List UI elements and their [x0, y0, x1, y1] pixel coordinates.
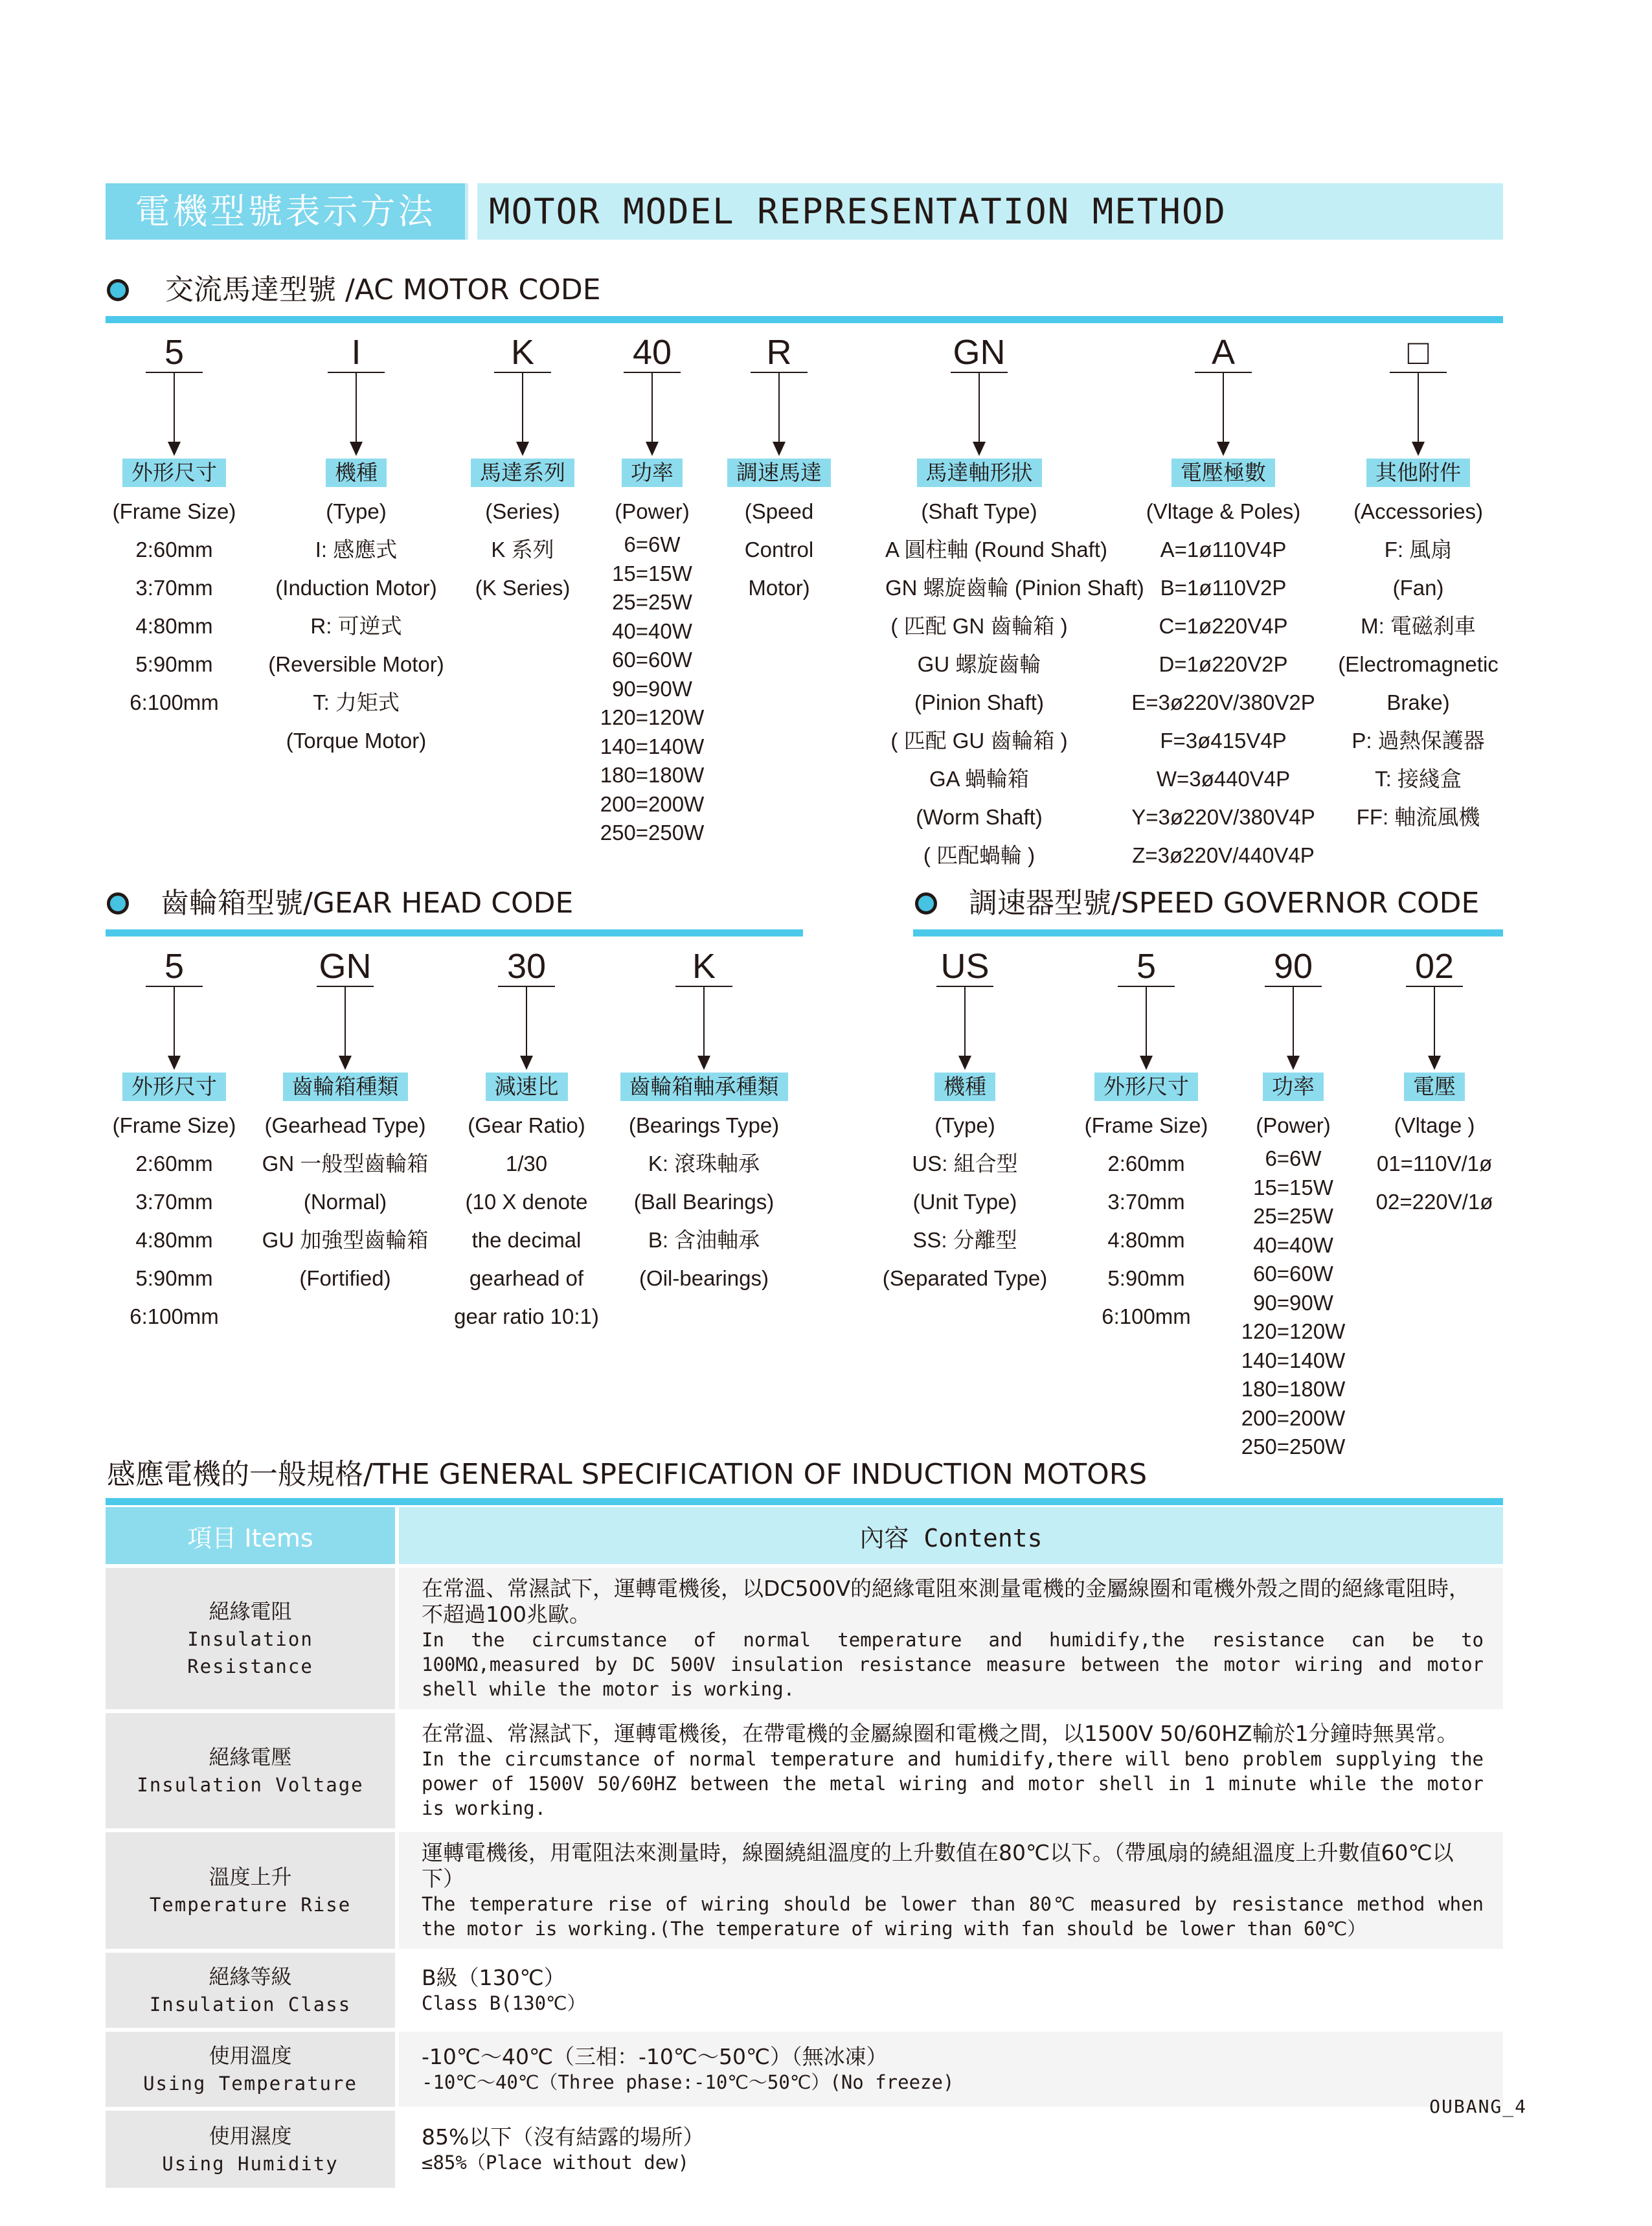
item-name-zh: 絕緣電壓 [209, 1745, 292, 1769]
pointer-arrow-icon [1341, 986, 1528, 1071]
spec-content [397, 1951, 1503, 2030]
code-label: 功率 [1263, 1073, 1324, 1101]
speed-governor-title: 調速器型號/SPEED GOVERNOR CODE [969, 887, 1480, 920]
spec-title: 感應電機的一般規格/THE GENERAL SPECIFICATION OF INDUCTION MOTORS [107, 1458, 1148, 1491]
description-line: 5:90mm [135, 1266, 213, 1290]
description-line: 90=90W [1253, 1290, 1333, 1315]
code-description [80, 1106, 268, 1335]
code-description [1341, 1106, 1528, 1221]
description-line: (Bearings Type) [628, 1113, 780, 1137]
description-line: (Shaft Type) [921, 499, 1037, 523]
description-line: F=3ø415V4P [1160, 729, 1287, 753]
description-line: M: 電磁刹車 [1361, 614, 1476, 638]
code-letter: GN [953, 333, 1006, 372]
description-line: (Frame Size) [112, 499, 236, 523]
ac-motor-title: 交流馬達型號 /AC MOTOR CODE [165, 273, 601, 306]
code-label: 馬達軸形狀 [917, 459, 1042, 487]
description-line: SS: 分離型 [912, 1228, 1017, 1252]
content-zh: 在常溫、常濕試下，運轉電機後，在帶電機的金屬線圈和電機之間，以1500V 50/60HZ輸於1分鐘時無異常。 [422, 1721, 1458, 1746]
description-line: 4:80mm [1107, 1228, 1185, 1252]
item-name-zh: 使用濕度 [209, 2123, 292, 2148]
pointer-arrow-icon [1129, 372, 1317, 457]
description-line: 02=220V/1ø [1375, 1190, 1493, 1214]
description-line: A=1ø110V4P [1160, 538, 1287, 562]
spec-row [106, 1830, 1503, 1951]
description-line: 6:100mm [1102, 1304, 1191, 1328]
description-line: (Fortified) [299, 1266, 391, 1290]
description-line: (Fan) [1392, 576, 1444, 600]
header-contents: 內容 Contents [397, 1507, 1503, 1566]
item-name-zh: 使用溫度 [209, 2043, 292, 2068]
description-line: 200=200W [1241, 1405, 1346, 1430]
description-line: GU 加強型齒輪箱 [262, 1228, 429, 1252]
code-letter: 02 [1414, 947, 1454, 986]
description-line: (Power) [615, 499, 690, 523]
code-label: 外形尺寸 [122, 1073, 226, 1101]
description-line: ( 匹配 GN 齒輪箱 ) [890, 614, 1068, 638]
item-name-zh: 絕緣等級 [209, 1964, 292, 1989]
description-line: 25=25W [1253, 1204, 1333, 1228]
gear-head-title: 齒輪箱型號/GEAR HEAD CODE [161, 887, 574, 920]
code-label: 齒輪箱種類 [283, 1073, 408, 1101]
item-name-en: Insulation [187, 1628, 313, 1650]
description-line: (10 X denote [465, 1190, 588, 1214]
description-line: (Oil-bearings) [639, 1266, 769, 1290]
item-name-en: Insulation Voltage [137, 1774, 364, 1796]
code-letter: GN [319, 947, 372, 986]
code-description [610, 1106, 798, 1297]
code-column [1341, 947, 1528, 1221]
description-line: (Gearhead Type) [264, 1113, 426, 1137]
description-line: 01=110V/1ø [1376, 1152, 1493, 1175]
description-line: (Type) [326, 499, 387, 523]
item-name-en: Using Humidity [162, 2152, 339, 2175]
description-line: (Accessories) [1353, 499, 1483, 523]
description-line: 140=140W [600, 734, 705, 758]
pointer-arrow-icon [685, 372, 873, 457]
description-line: (Series) [485, 499, 560, 523]
description-line: F: 風扇 [1384, 538, 1453, 562]
item-name-en: Insulation Class [149, 1993, 352, 2016]
code-column [262, 333, 450, 760]
bullet-icon [107, 892, 129, 914]
description-line: 180=180W [1241, 1377, 1346, 1401]
description-line: A 圓柱軸 (Round Shaft) [885, 538, 1107, 562]
banner-title-zh: 電機型號表示方法 [106, 183, 465, 240]
code-label: 機種 [326, 459, 387, 487]
code-letter: 5 [164, 947, 185, 986]
speed-governor-bar [913, 929, 1503, 937]
description-line: I: 感應式 [315, 538, 398, 562]
spec-bar [106, 1498, 1503, 1505]
code-letter: 40 [632, 333, 672, 372]
content-en: ≤85%（Place without dew) [422, 2151, 690, 2174]
pointer-arrow-icon [80, 986, 268, 1071]
description-line: 25=25W [612, 590, 692, 614]
ac-motor-bar [106, 316, 1503, 323]
description-line: (Reversible Motor) [268, 652, 444, 676]
content-zh: B級（130℃） [422, 1965, 565, 1990]
item-name-zh: 絕緣電阻 [209, 1599, 292, 1624]
description-line: 2:60mm [135, 1152, 213, 1175]
code-column [610, 947, 798, 1297]
description-line: gear ratio 10:1) [454, 1304, 599, 1328]
code-label: 齒輪箱軸承種類 [620, 1073, 788, 1101]
code-letter: 5 [164, 333, 185, 372]
description-line: (Electromagnetic [1338, 652, 1499, 676]
spec-row [106, 1951, 1503, 2030]
item-name-en: Temperature Rise [149, 1894, 352, 1916]
description-line: US: 組合型 [912, 1152, 1018, 1175]
description-line: (Separated Type) [882, 1266, 1048, 1290]
pointer-arrow-icon [251, 986, 439, 1071]
code-label: 馬達系列 [471, 459, 574, 487]
description-line: (Torque Motor) [286, 729, 427, 753]
pointer-arrow-icon [871, 986, 1059, 1071]
description-line: (Ball Bearings) [633, 1190, 775, 1214]
code-letter: □ [1407, 333, 1429, 372]
description-line: 6:100mm [130, 1304, 219, 1328]
banner-title-en: MOTOR MODEL REPRESENTATION METHOD [489, 191, 1227, 232]
content-zh: -10℃～40℃（三相：-10℃～50℃）（無冰凍） [422, 2044, 888, 2069]
content-en: In the circumstance of normal temperature and humidify,there will beno problem supplying the power of 1500V 50/60HZ between the metal wiring and motor shell in 1 minute while the motor is working. [422, 1748, 1484, 1819]
code-description [80, 492, 268, 721]
item-name-zh: 溫度上升 [209, 1865, 292, 1889]
spec-header-row [106, 1507, 1503, 1566]
description-line: GN 一般型齒輪箱 [262, 1152, 429, 1175]
description-line: 250=250W [600, 821, 705, 845]
description-line: 3:70mm [135, 576, 213, 600]
description-line: 90=90W [612, 676, 692, 701]
code-description [1324, 492, 1512, 836]
code-label: 減速比 [486, 1073, 568, 1101]
description-line: 60=60W [612, 648, 692, 672]
description-line: R: 可逆式 [310, 614, 402, 638]
description-line: gearhead of [469, 1266, 584, 1290]
description-line: Z=3ø220V/440V4P [1132, 843, 1315, 867]
description-line: 1/30 [505, 1152, 548, 1175]
description-line: 250=250W [1241, 1435, 1346, 1459]
description-line: (Frame Size) [112, 1113, 236, 1137]
code-label: 外形尺寸 [1094, 1073, 1198, 1101]
spec-item [106, 1566, 397, 1711]
code-description [885, 492, 1144, 874]
description-line: Motor) [748, 576, 810, 600]
spec-item [106, 2109, 397, 2188]
code-description [685, 492, 873, 607]
description-line: T: 接綫盒 [1375, 767, 1462, 791]
description-line: T: 力矩式 [313, 690, 400, 714]
pointer-arrow-icon [885, 372, 1073, 457]
description-line: (Normal) [303, 1190, 387, 1214]
header-items: 項目 Items [106, 1507, 397, 1566]
spec-item [106, 1711, 397, 1830]
description-line: 2:60mm [135, 538, 213, 562]
code-description [262, 492, 450, 760]
code-letter: R [766, 333, 792, 372]
content-en: The temperature rise of wiring should be lower than 80℃ measured by resistance method when the motor is working.(The temperature of wiring with fan should be lower than 60℃） [422, 1893, 1484, 1940]
item-name-en: Resistance [187, 1655, 313, 1677]
content-en: Class B(130℃） [422, 1992, 586, 2014]
content-en: -10℃～40℃（Three phase:-10℃～50℃）(No freeze) [422, 2071, 955, 2093]
code-column [80, 947, 268, 1335]
description-line: ( 匹配 GU 齒輪箱 ) [890, 729, 1068, 753]
description-line: K 系列 [491, 538, 554, 562]
description-line: E=3ø220V/380V2P [1131, 690, 1315, 714]
description-line: GU 螺旋齒輪 [917, 652, 1041, 676]
description-line: 60=60W [1253, 1262, 1333, 1286]
code-letter: 90 [1273, 947, 1313, 986]
code-description [1129, 492, 1317, 874]
spec-content [397, 1830, 1503, 1951]
description-line: (Frame Size) [1084, 1113, 1208, 1137]
content-zh: 85%以下（沒有結露的場所） [422, 2124, 705, 2150]
description-line: 40=40W [1253, 1232, 1333, 1257]
description-line: D=1ø220V2P [1159, 652, 1288, 676]
banner-divider [468, 183, 477, 240]
code-label: 功率 [622, 459, 683, 487]
description-line: (Pinion Shaft) [914, 690, 1044, 714]
description-line: (Induction Motor) [275, 576, 437, 600]
code-label: 機種 [934, 1073, 995, 1101]
description-line: (Unit Type) [912, 1190, 1017, 1214]
description-line: (K Series) [475, 576, 571, 600]
code-column [1129, 333, 1317, 874]
code-column [1324, 333, 1512, 836]
description-line: 3:70mm [135, 1190, 213, 1214]
pointer-arrow-icon [1324, 372, 1512, 457]
description-line: 15=15W [1253, 1175, 1333, 1199]
description-line: K: 滾珠軸承 [648, 1152, 760, 1175]
description-line: 120=120W [600, 705, 705, 729]
pointer-arrow-icon [433, 986, 620, 1071]
pointer-arrow-icon [610, 986, 798, 1071]
spec-table [106, 1507, 1503, 2188]
description-line: B: 含油軸承 [648, 1228, 760, 1252]
content-en: In the circumstance of normal temperature and humidify,the resistance can be to 100MΩ,measured by DC 500V insulation resistance measure between the motor wiring and motor shell while the motor is working. [422, 1629, 1484, 1700]
code-label: 電壓 [1404, 1073, 1465, 1101]
pointer-arrow-icon [262, 372, 450, 457]
description-line: Y=3ø220V/380V4P [1131, 805, 1315, 829]
description-line: 180=180W [600, 763, 705, 787]
description-line: the decimal [471, 1228, 582, 1252]
description-line: (Vltage & Poles) [1146, 499, 1301, 523]
description-line: FF: 軸流風機 [1356, 805, 1480, 829]
pointer-arrow-icon [80, 372, 268, 457]
description-line: 4:80mm [135, 614, 213, 638]
code-letter: 5 [1136, 947, 1157, 986]
code-description [251, 1106, 439, 1297]
code-description [433, 1106, 620, 1335]
description-line: P: 過熱保護器 [1352, 729, 1485, 753]
code-column [871, 947, 1059, 1297]
code-column [80, 333, 268, 721]
description-line: W=3ø440V4P [1156, 767, 1291, 791]
code-label: 其他附件 [1366, 459, 1470, 487]
code-label: 外形尺寸 [122, 459, 226, 487]
description-line: B=1ø110V2P [1160, 576, 1287, 600]
description-line: 200=200W [600, 791, 705, 816]
content-zh: 在常溫、常濕試下，運轉電機後，以DC500V的絕緣電阻來測量電機的金屬線圈和電機外殼之間的絕緣電阻時，不超過100兆歐。 [422, 1576, 1471, 1627]
spec-content [397, 1566, 1503, 1711]
description-line: 5:90mm [135, 652, 213, 676]
description-line: GA 蝸輪箱 [929, 767, 1030, 791]
description-line: 40=40W [612, 619, 692, 643]
description-line: 6=6W [624, 532, 681, 556]
spec-content [397, 2030, 1503, 2109]
code-letter: I [351, 333, 361, 372]
code-letter: K [510, 333, 535, 372]
bullet-icon [107, 279, 129, 301]
code-column [433, 947, 620, 1335]
item-name-en: Using Temperature [143, 2073, 357, 2095]
spec-row [106, 1711, 1503, 1830]
code-label: 調速馬達 [727, 459, 831, 487]
description-line: 120=120W [1241, 1319, 1346, 1343]
code-column [251, 947, 439, 1297]
spec-item [106, 2030, 397, 2109]
description-line: GN 螺旋齒輪 (Pinion Shaft) [885, 576, 1144, 600]
page-number: OUBANG_4 [1429, 2096, 1527, 2117]
spec-row [106, 1566, 1503, 1711]
code-column [885, 333, 1144, 874]
description-line: 140=140W [1241, 1348, 1346, 1372]
description-line: (Gear Ratio) [468, 1113, 585, 1137]
spec-item [106, 1830, 397, 1951]
spec-content [397, 2109, 1503, 2188]
description-line: 6=6W [1265, 1146, 1322, 1170]
code-column [685, 333, 873, 607]
description-line: 4:80mm [135, 1228, 213, 1252]
description-line: ( 匹配蝸輪 ) [923, 843, 1035, 867]
gear-head-bar [106, 929, 803, 937]
spec-content [397, 1711, 1503, 1830]
description-line: Brake) [1386, 690, 1450, 714]
description-line: Control [744, 538, 814, 562]
description-line: 3:70mm [1107, 1190, 1185, 1214]
code-label: 電壓極數 [1171, 459, 1275, 487]
description-line: 2:60mm [1107, 1152, 1185, 1175]
description-line: 5:90mm [1107, 1266, 1185, 1290]
description-line: 6:100mm [130, 690, 219, 714]
code-description [871, 1106, 1059, 1297]
description-line: (Type) [934, 1113, 995, 1137]
description-line: C=1ø220V4P [1159, 614, 1288, 638]
spec-item [106, 1951, 397, 2030]
title-banner [106, 183, 1503, 240]
bullet-icon [915, 892, 937, 914]
description-line: 15=15W [612, 561, 692, 585]
code-letter: K [692, 947, 716, 986]
description-line: (Worm Shaft) [916, 805, 1043, 829]
code-letter: 30 [506, 947, 547, 986]
description-line: (Power) [1256, 1113, 1331, 1137]
spec-row [106, 2109, 1503, 2188]
content-zh: 運轉電機後，用電阻法來測量時，線圈繞組溫度的上升數值在80℃以下。（帶風扇的繞組溫度上升數值60℃以下） [422, 1840, 1454, 1891]
code-letter: A [1211, 333, 1236, 372]
code-letter: US [940, 947, 990, 986]
description-line: (Vltage ) [1394, 1113, 1475, 1137]
description-line: (Speed [744, 499, 814, 523]
spec-row [106, 2030, 1503, 2109]
